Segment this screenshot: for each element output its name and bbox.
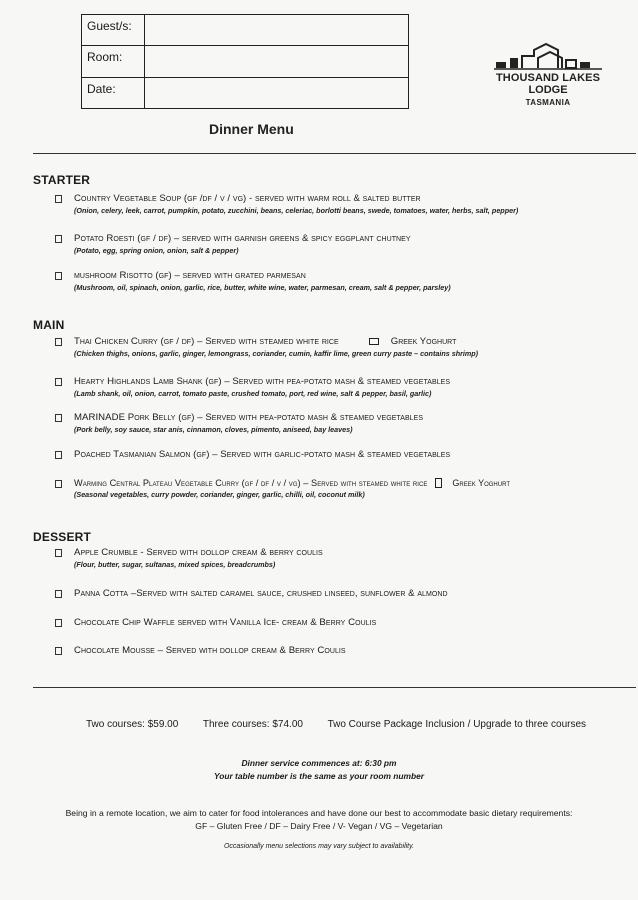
extra-label: Greek Yoghurt [390, 336, 457, 347]
item-title: Panna Cotta –Served with salted caramel sauce, crushed linseed, sunflower & almond [74, 588, 448, 599]
checkbox[interactable] [55, 338, 62, 346]
checkbox[interactable] [55, 619, 62, 627]
divider-bottom [33, 687, 636, 688]
item-ingredients: (Lamb shank, oil, onion, carrot, tomato paste, crushed tomato, port, red wine, salt & pepper, basil, garlic) [74, 389, 432, 398]
logo-line-1: THOUSAND LAKES [495, 72, 601, 84]
lodge-building-icon [494, 42, 602, 72]
checkbox[interactable] [55, 647, 62, 655]
item-ingredients: (Chicken thighs, onions, garlic, ginger, lemongrass, coriander, cumin, kaffir lime, green curry paste – contains shrimp) [74, 349, 479, 358]
section-heading-dessert: DESSERT [33, 530, 92, 544]
menu-item-main-5 [55, 478, 635, 499]
checkbox[interactable] [55, 590, 62, 598]
item-title: Chocolate Chip Waffle served with Vanilla Ice- cream & Berry Coulis [74, 617, 377, 628]
date-field[interactable] [145, 77, 409, 108]
checkbox[interactable] [55, 480, 62, 488]
lodge-logo [492, 42, 604, 110]
package-note: Two Course Package Inclusion / Upgrade to three courses [327, 719, 587, 730]
menu-item-dessert-1 [55, 547, 635, 569]
checkbox[interactable] [55, 378, 62, 386]
date-label: Date: [82, 77, 145, 108]
room-label: Room: [82, 46, 145, 77]
extra-checkbox[interactable] [369, 338, 379, 345]
menu-item-main-3 [55, 412, 635, 434]
menu-item-starter-2 [55, 233, 635, 255]
item-ingredients: (Mushroom, oil, spinach, onion, garlic, rice, butter, white wine, water, parmesan, cream, salt & pepper, parsley) [74, 283, 451, 292]
item-title: Chocolate Mousse – Served with dollop cream & Berry Coulis [74, 645, 346, 656]
guest-details-form [81, 14, 409, 109]
menu-item-starter-1 [55, 193, 635, 215]
item-title: Hearty Highlands Lamb Shank (gf) – Served with pea-potato mash & steamed vegetables [74, 376, 451, 387]
room-field[interactable] [145, 46, 409, 77]
menu-item-starter-3 [55, 270, 635, 292]
item-ingredients: (Flour, butter, sugar, sultanas, mixed spices, breadcrumbs) [74, 560, 276, 569]
guest-label: Guest/s: [82, 15, 145, 46]
extra-option [435, 478, 510, 488]
item-ingredients: (Potato, egg, spring onion, onion, salt & pepper) [74, 246, 239, 255]
service-time: Dinner service commences at: 6:30 pm [241, 758, 397, 768]
item-ingredients: (Pork belly, soy sauce, star anis, cinnamon, cloves, pimento, aniseed, bay leaves) [74, 425, 353, 434]
checkbox[interactable] [55, 235, 62, 243]
remote-location-note: Being in a remote location, we aim to cater for food intolerances and have done our best to accommodate basic dietary requirements: [65, 808, 573, 818]
service-info [0, 757, 638, 783]
item-title: Thai Chicken Curry (gf / df) – Served with steamed white rice [74, 336, 339, 347]
menu-item-dessert-4 [55, 645, 635, 656]
item-title: MARINADE Pork Belly (gf) – Served with pea-potato mash & steamed vegetables [74, 412, 424, 423]
dietary-legend: GF – Gluten Free / DF – Dairy Free / V- Vegan / VG – Vegetarian [195, 821, 443, 831]
extra-option [369, 336, 457, 347]
item-title: Country Vegetable Soup (gf /df / v / vg) - served with warm roll & salted butter [74, 193, 421, 204]
checkbox[interactable] [55, 451, 62, 459]
item-ingredients: (Onion, celery, leek, carrot, pumpkin, potato, zucchini, beans, celeriac, borlotti beans, swede, tomatoes, water, herbs, salt, pepper) [74, 206, 519, 215]
extra-checkbox[interactable] [435, 478, 442, 488]
logo-line-2: LODGE [528, 84, 568, 96]
menu-item-dessert-2 [55, 588, 635, 599]
checkbox[interactable] [55, 414, 62, 422]
table-number-note: Your table number is the same as your room number [213, 771, 425, 781]
logo-line-3: TASMANIA [525, 98, 571, 107]
availability-note: Occasionally menu selections may vary subject to availability. [223, 843, 415, 850]
pricing-row [86, 719, 608, 730]
menu-item-main-2 [55, 376, 635, 398]
item-title: Apple Crumble - Served with dollop cream & berry coulis [74, 547, 323, 558]
section-heading-starter: STARTER [33, 173, 91, 187]
price-two-courses: Two courses: $59.00 [86, 719, 179, 730]
menu-item-main-4 [55, 449, 635, 460]
page-title: Dinner Menu [209, 121, 294, 137]
price-three-courses: Three courses: $74.00 [202, 719, 303, 730]
dietary-note [0, 807, 638, 833]
checkbox[interactable] [55, 272, 62, 280]
item-title: Warming Central Plateau Vegetable Curry (gf / df / v / vg) – Served with steamed white rice [74, 478, 428, 488]
item-title: mushroom Risotto (gf) – served with grated parmesan [74, 270, 306, 281]
item-title: Poached Tasmanian Salmon (gf) – Served with garlic-potato mash & steamed vegetables [74, 449, 451, 460]
section-heading-main: MAIN [33, 318, 65, 332]
menu-item-main-1 [55, 336, 635, 358]
guest-field[interactable] [145, 15, 409, 46]
item-title: Potato Roesti (gf / df) – served with garnish greens & spicy eggplant chutney [74, 233, 411, 244]
checkbox[interactable] [55, 549, 62, 557]
extra-label: Greek Yoghurt [452, 478, 510, 488]
checkbox[interactable] [55, 195, 62, 203]
menu-item-dessert-3 [55, 617, 635, 628]
item-ingredients: (Seasonal vegetables, curry powder, coriander, ginger, garlic, chilli, oil, coconut milk) [74, 490, 365, 499]
divider-top [33, 153, 636, 154]
